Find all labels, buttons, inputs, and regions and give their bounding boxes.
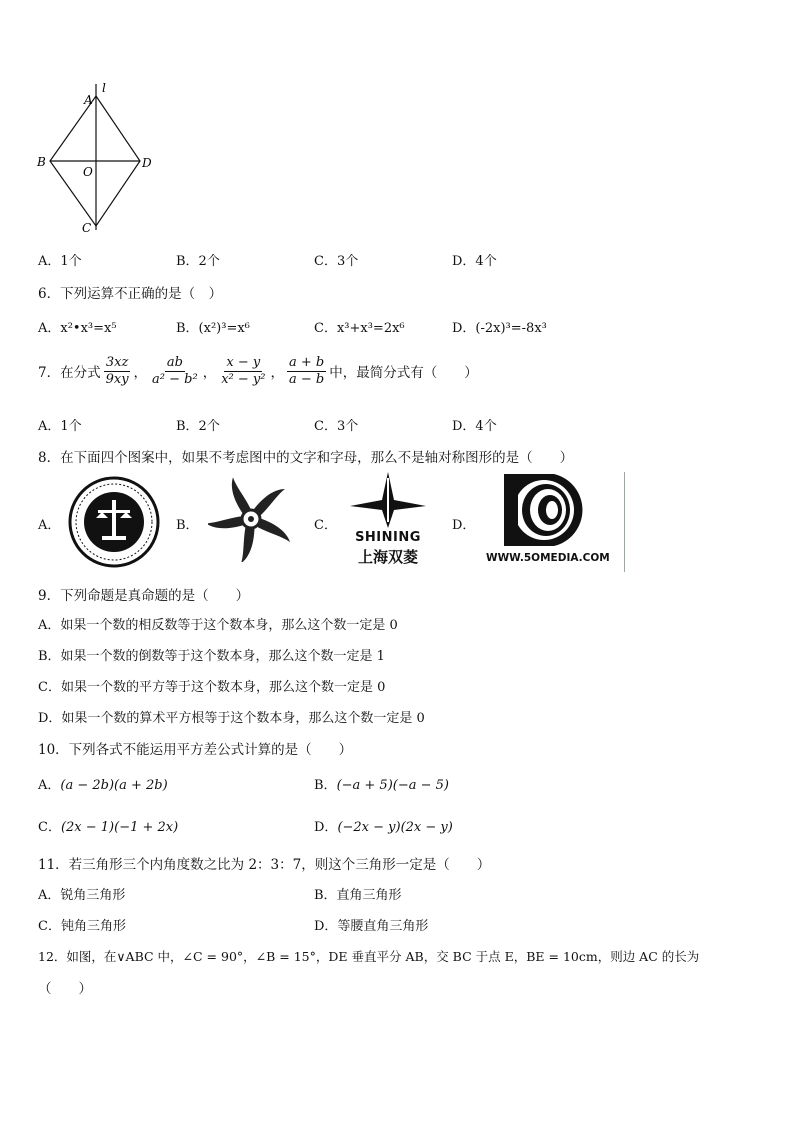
q6-option-d: D．(-2x)³=-8x³ (452, 321, 547, 336)
q12-stem-line1: 12．如图，在∨ABC 中，∠C = 90°，∠B = 15°，DE 垂直平分 AB，交 BC 于点 E，BE = 10cm，则边 AC 的长为 (38, 949, 700, 964)
q10-option-a-letter: A． (38, 778, 61, 793)
q11-option-d: D．等腰直角三角形 (314, 919, 429, 934)
q6-option-a: A．x²•x³=x⁵ (38, 321, 117, 336)
q7-frac2-den: a² − b² (152, 371, 198, 387)
rhombus-diagram (30, 78, 160, 238)
q8-stem: 8．在下面四个图案中，如果不考虑图中的文字和字母，那么不是轴对称图形的是（ ） (38, 450, 574, 466)
label-c: C (82, 221, 92, 235)
q7-frac1-num: 3xz (105, 355, 129, 370)
q6-option-c: C．x³+x³=2x⁶ (314, 321, 405, 336)
q5-option-d: D．4个 (452, 254, 497, 269)
q8-option-d-letter: D． (452, 518, 476, 533)
q7-suffix: 中，最简分式有（ ） (329, 365, 478, 382)
q7-frac3-num: x − y (226, 355, 261, 370)
q8-option-a-letter: A． (38, 518, 61, 533)
q11-option-a: A．锐角三角形 (38, 888, 126, 903)
q10-option-d-expr: (−2x − y)(2x − y) (337, 820, 453, 835)
q10-option-d-letter: D． (314, 820, 338, 835)
q9-option-b: B．如果一个数的倒数等于这个数本身，那么这个数一定是 1 (38, 649, 385, 664)
label-a: A (84, 93, 93, 107)
q9-option-c: C．如果一个数的平方等于这个数本身，那么这个数一定是 0 (38, 680, 386, 695)
q10-option-a (38, 774, 168, 793)
q7-frac2-num: ab (166, 355, 183, 370)
shining-logo (346, 472, 430, 568)
shining-text: SHINING (355, 530, 421, 545)
q7-option-d: D．4个 (452, 419, 497, 434)
somedia-url-text: WWW.5OMEDIA.COM (486, 552, 610, 564)
label-b: B (37, 155, 46, 169)
q7-sep-2: ， (202, 365, 217, 382)
star-shape-icon (346, 472, 430, 528)
q7-fraction-2 (150, 356, 200, 386)
somedia-logo (482, 472, 625, 572)
q11-option-b: B．直角三角形 (314, 888, 402, 903)
pinwheel-logo (208, 476, 294, 562)
lawyers-association-logo (66, 474, 162, 570)
q9-option-a: A．如果一个数的相反数等于这个数本身，那么这个数一定是 0 (38, 618, 398, 633)
q7-frac1-den: 9xy (105, 371, 129, 387)
label-l: l (102, 81, 106, 95)
q7-sep-1: ， (133, 365, 148, 382)
q9-option-d: D．如果一个数的算术平方根等于这个数本身，那么这个数一定是 0 (38, 711, 425, 726)
q9-stem: 9．下列命题是真命题的是（ ） (38, 588, 250, 604)
q10-option-c (38, 816, 178, 835)
q10-option-a-expr: (a − 2b)(a + 2b) (60, 778, 168, 793)
q7-option-b: B．2个 (176, 419, 220, 434)
q11-stem: 11．若三角形三个内角度数之比为 2：3：7，则这个三角形一定是（ ） (38, 857, 491, 873)
q7-fraction-1 (104, 356, 131, 386)
q8-option-c-letter: C． (314, 518, 337, 533)
q5-option-c: C．3个 (314, 254, 359, 269)
q7-stem (38, 356, 478, 386)
q10-option-b-letter: B． (314, 778, 337, 793)
q10-option-d (314, 816, 453, 835)
q6-stem: 6．下列运算不正确的是（ ） (38, 286, 223, 302)
q8-option-b-letter: B． (176, 518, 199, 533)
q7-frac3-den: x² − y² (221, 371, 266, 387)
q6-option-b: B．(x²)³=x⁶ (176, 321, 250, 336)
q7-option-c: C．3个 (314, 419, 359, 434)
q7-frac4-den: a − b (288, 371, 325, 387)
shining-chinese-text: 上海双菱 (357, 548, 418, 566)
q10-option-b (314, 774, 449, 793)
q7-fraction-4 (287, 356, 326, 386)
q7-prefix: 7．在分式 (38, 365, 101, 382)
q10-stem: 10．下列各式不能运用平方差公式计算的是（ ） (38, 742, 353, 758)
q10-option-c-expr: (2x − 1)(−1 + 2x) (60, 820, 179, 835)
q5-option-a: A．1个 (38, 254, 82, 269)
label-d: D (142, 156, 152, 170)
q7-fraction-3 (219, 356, 267, 386)
q7-frac4-num: a + b (288, 355, 325, 370)
q11-option-c: C．钝角三角形 (38, 919, 126, 934)
q12-stem-line2: （ ） (38, 981, 92, 997)
q7-option-a: A．1个 (38, 419, 82, 434)
concentric-d-icon (482, 472, 624, 548)
q7-sep-3: ， (270, 365, 284, 382)
label-o: O (83, 165, 93, 179)
q10-option-b-expr: (−a + 5)(−a − 5) (336, 778, 449, 793)
q5-option-b: B．2个 (176, 254, 220, 269)
q10-option-c-letter: C． (38, 820, 61, 835)
